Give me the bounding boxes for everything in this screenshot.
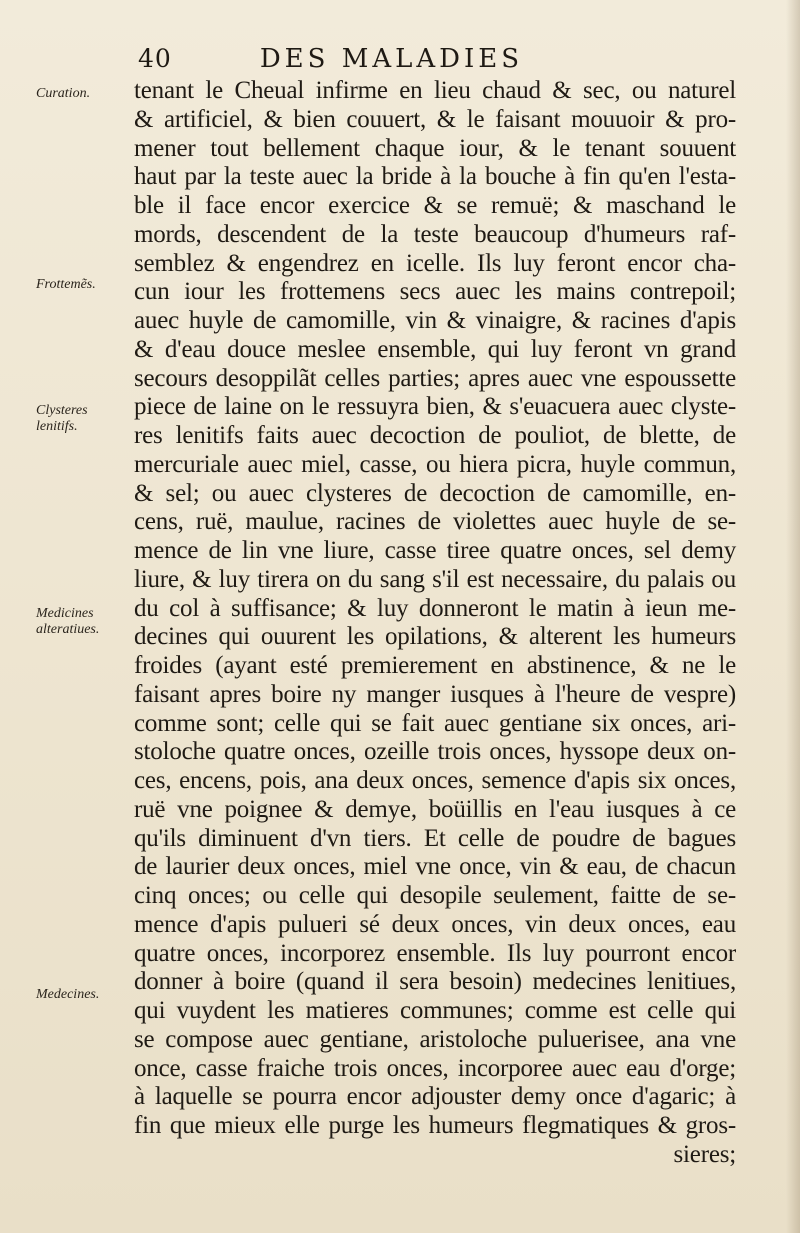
- text-line: quatre onces, incorporez ensemble. Ils luy pourront encor: [134, 939, 736, 967]
- text-line: ruë vne poignee & demye, boüillis en l'eau iusques à ce: [134, 795, 736, 823]
- text-line: decines qui ouurent les opilations, & alterent les humeurs: [134, 623, 736, 651]
- running-title: DES MALADIES: [259, 44, 524, 74]
- text-line: à laquelle se pourra encor adjouster demy once d'agaric; à: [134, 1083, 736, 1111]
- text-line: semblez & engendrez en icelle. Ils luy feront encor cha-: [134, 249, 736, 277]
- margin-note-medecines: Medecines.: [36, 987, 100, 1002]
- text-line: froides (ayant esté premierement en abstinence, & ne le: [134, 652, 736, 679]
- text-line: sieres;: [673, 1140, 736, 1168]
- margin-note-curation: Curation.: [36, 86, 91, 101]
- text-line: comme sont; celle qui se fait auec gentiane six onces, ari-: [134, 709, 736, 737]
- text-line: piece de laine on le ressuyra bien, & s'euacuera auec clyste-: [134, 393, 736, 421]
- text-line: liure, & luy tirera on du sang s'il est necessaire, du palais ou: [134, 565, 736, 593]
- text-line: res lenitifs faits auec decoction de pouliot, de blette, de: [134, 422, 736, 449]
- margin-notes: [0, 0, 128, 1233]
- margin-note-medicines: Medicines alteratiues.: [36, 606, 100, 637]
- text-line: & artificiel, & bien couuert, & le faisant mouuoir & pro-: [134, 105, 736, 133]
- text-line: mence d'apis pulueri sé deux onces, vin deux onces, eau: [134, 910, 736, 938]
- text-line: secours desoppilãt celles parties; apres auec vne espoussette: [134, 364, 736, 392]
- margin-note-frottemens: Frottemẽs.: [36, 277, 96, 292]
- text-line: cens, ruë, maulue, racines de violettes auec huyle de se-: [134, 508, 736, 536]
- text-line: faisant apres boire ny manger iusques à l'heure de vespre): [134, 680, 736, 708]
- text-line: & d'eau douce meslee ensemble, qui luy feront vn grand: [134, 335, 736, 363]
- text-line: auec huyle de camomille, vin & vinaigre, & racines d'apis: [134, 307, 736, 334]
- page-edge-shadow: [786, 0, 800, 1233]
- text-line: haut par la teste auec la bride à la bouche à fin qu'en l'esta-: [134, 163, 736, 191]
- text-line: de laurier deux onces, miel vne once, vin & eau, de chacun: [134, 853, 736, 881]
- text-line: mords, descendent de la teste beaucoup d'humeurs raf-: [134, 220, 736, 248]
- text-line: mener tout bellement chaque iour, & le tenant souuent: [134, 134, 736, 162]
- text-line: qu'ils diminuent d'vn tiers. Et celle de poudre de bagues: [134, 824, 736, 852]
- text-line: & sel; ou auec clysteres de decoction de camomille, en-: [134, 479, 736, 507]
- margin-note-clysteres: Clysteres lenitifs.: [36, 403, 88, 434]
- text-line: mercuriale auec miel, casse, ou hiera picra, huyle commun,: [134, 450, 736, 478]
- text-line: se compose auec gentiane, aristoloche puluerisee, ana vne: [134, 1025, 736, 1053]
- text-line: donner à boire (quand il sera besoin) medecines lenitiues,: [134, 968, 736, 996]
- text-line: ble il face encor exercice & se remuë; & maschand le: [134, 192, 736, 219]
- text-line: du col à suffisance; & luy donneront le matin à ieun me-: [134, 594, 736, 622]
- text-line: fin que mieux elle purge les humeurs flegmatiques & gros-: [134, 1112, 736, 1139]
- text-line: tenant le Cheual infirme en lieu chaud & sec, ou naturel: [134, 77, 736, 104]
- text-line: cinq onces; ou celle qui desopile seulement, faitte de se-: [134, 882, 736, 909]
- text-line: qui vuydent les matieres communes; comme est celle qui: [134, 997, 736, 1024]
- text-line: cun iour les frottemens secs auec les mains contrepoil;: [134, 278, 736, 306]
- text-line: mence de lin vne liure, casse tiree quatre onces, sel demy: [134, 537, 736, 564]
- text-line: ces, encens, pois, ana deux onces, semence d'apis six onces,: [134, 767, 736, 794]
- page-number: 40: [138, 44, 172, 73]
- text-line: stoloche quatre onces, ozeille trois onces, hyssope deux on-: [134, 738, 736, 766]
- text-line: once, casse fraiche trois onces, incorporee auec eau d'orge;: [134, 1054, 736, 1082]
- body-text: [134, 77, 736, 1170]
